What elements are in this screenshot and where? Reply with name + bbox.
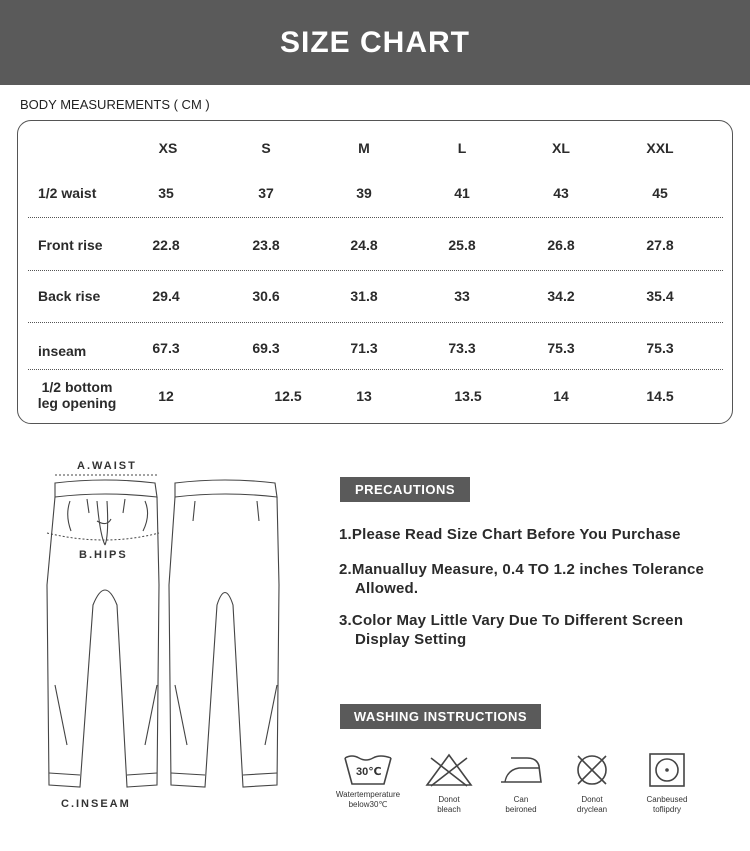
wash-item <box>409 752 489 815</box>
precaution-text: 3.Color May Little Vary Due To Different Screen <box>339 612 684 629</box>
wash-caption-line: Donot <box>438 795 460 804</box>
table-cell: 37 <box>258 185 274 201</box>
pants-illustration-icon <box>35 455 295 825</box>
row-divider <box>28 322 723 323</box>
wash-caption-line: Can <box>513 795 529 804</box>
row-divider <box>28 369 723 370</box>
precaution-item <box>339 611 683 649</box>
table-cell: 35 <box>158 185 174 201</box>
wash-item <box>328 752 408 810</box>
table-cell: 75.3 <box>646 340 674 356</box>
table-cell: 43 <box>553 185 569 201</box>
table-cell: 33 <box>454 288 470 304</box>
row-label-line: leg opening <box>37 395 117 411</box>
row-label-waist: 1/2 waist <box>38 185 97 201</box>
table-cell: 14.5 <box>646 388 674 404</box>
wash-caption-line: below30℃ <box>348 800 388 809</box>
table-cell: 35.4 <box>646 288 674 304</box>
table-cell: 12.5 <box>274 388 302 404</box>
iron-icon <box>495 752 547 788</box>
size-header-xs: XS <box>158 140 178 156</box>
wash-caption-line: bleach <box>437 805 461 814</box>
page-title: SIZE CHART <box>280 25 470 59</box>
size-header-xl: XL <box>552 140 570 156</box>
precaution-item <box>339 525 681 544</box>
size-header-s: S <box>261 140 271 156</box>
precaution-text: 1.Please Read Size Chart Before You Purchase <box>339 526 681 543</box>
size-table <box>17 120 733 424</box>
table-cell: 39 <box>356 185 372 201</box>
table-cell: 29.4 <box>152 288 180 304</box>
table-cell: 67.3 <box>152 340 180 356</box>
table-cell: 26.8 <box>547 237 575 253</box>
table-cell: 25.8 <box>448 237 476 253</box>
waist-label: A.WAIST <box>77 460 137 472</box>
table-cell: 14 <box>553 388 569 404</box>
table-cell: 69.3 <box>252 340 280 356</box>
no-bleach-icon <box>423 752 475 788</box>
no-dryclean-icon <box>566 752 618 788</box>
hips-label: B.HIPS <box>79 549 128 561</box>
wash-caption-line: toflipdry <box>652 805 681 814</box>
wash-caption-line: Watertemperature <box>335 790 401 799</box>
table-cell: 13 <box>356 388 372 404</box>
row-label-back-rise: Back rise <box>38 288 101 304</box>
table-cell: 12 <box>158 388 174 404</box>
wash-caption <box>627 795 707 815</box>
row-label-front-rise: Front rise <box>38 237 103 253</box>
table-cell: 34.2 <box>547 288 575 304</box>
wash-item <box>627 752 707 815</box>
wash-item <box>481 752 561 815</box>
inseam-label: C.INSEAM <box>61 798 131 810</box>
table-cell: 45 <box>652 185 668 201</box>
table-cell: 41 <box>454 185 470 201</box>
size-header-m: M <box>358 140 370 156</box>
table-cell: 13.5 <box>454 388 482 404</box>
table-cell: 71.3 <box>350 340 378 356</box>
wash-caption-line: Canbeused <box>646 795 688 804</box>
precaution-text: Display Setting <box>355 631 467 648</box>
size-header-xxl: XXL <box>646 140 674 156</box>
row-divider <box>28 217 723 218</box>
washing-heading: WASHING INSTRUCTIONS <box>340 704 541 729</box>
table-cell: 75.3 <box>547 340 575 356</box>
wash-temp: 30℃ <box>356 766 382 778</box>
precautions-heading: PRECAUTIONS <box>340 477 470 502</box>
table-cell: 27.8 <box>646 237 674 253</box>
table-cell: 31.8 <box>350 288 378 304</box>
wash-caption-line: dryclean <box>576 805 608 814</box>
title-banner <box>0 0 750 85</box>
precaution-text: Allowed. <box>355 580 419 597</box>
precaution-text: 2.Manualluy Measure, 0.4 TO 1.2 inches Tolerance <box>339 561 705 578</box>
wash-caption <box>481 795 561 815</box>
row-label-inseam: inseam <box>38 343 87 359</box>
wash-caption <box>552 795 632 815</box>
table-caption: BODY MEASUREMENTS ( CM ) <box>20 97 210 112</box>
table-cell: 24.8 <box>350 237 378 253</box>
size-header-l: L <box>457 140 467 156</box>
row-divider <box>28 270 723 271</box>
tumble-dry-icon <box>641 752 693 788</box>
wash-caption-line: beironed <box>505 805 537 814</box>
table-cell: 30.6 <box>252 288 280 304</box>
row-label-bottom-leg <box>32 379 122 411</box>
table-cell: 23.8 <box>252 237 280 253</box>
table-cell: 73.3 <box>448 340 476 356</box>
row-label-line: 1/2 bottom <box>41 379 113 395</box>
wash-caption <box>409 795 489 815</box>
wash-caption-line: Donot <box>581 795 603 804</box>
wash-item <box>552 752 632 815</box>
pants-diagram <box>35 455 295 825</box>
precaution-item <box>339 560 704 598</box>
table-cell: 22.8 <box>152 237 180 253</box>
wash-caption <box>328 790 408 810</box>
